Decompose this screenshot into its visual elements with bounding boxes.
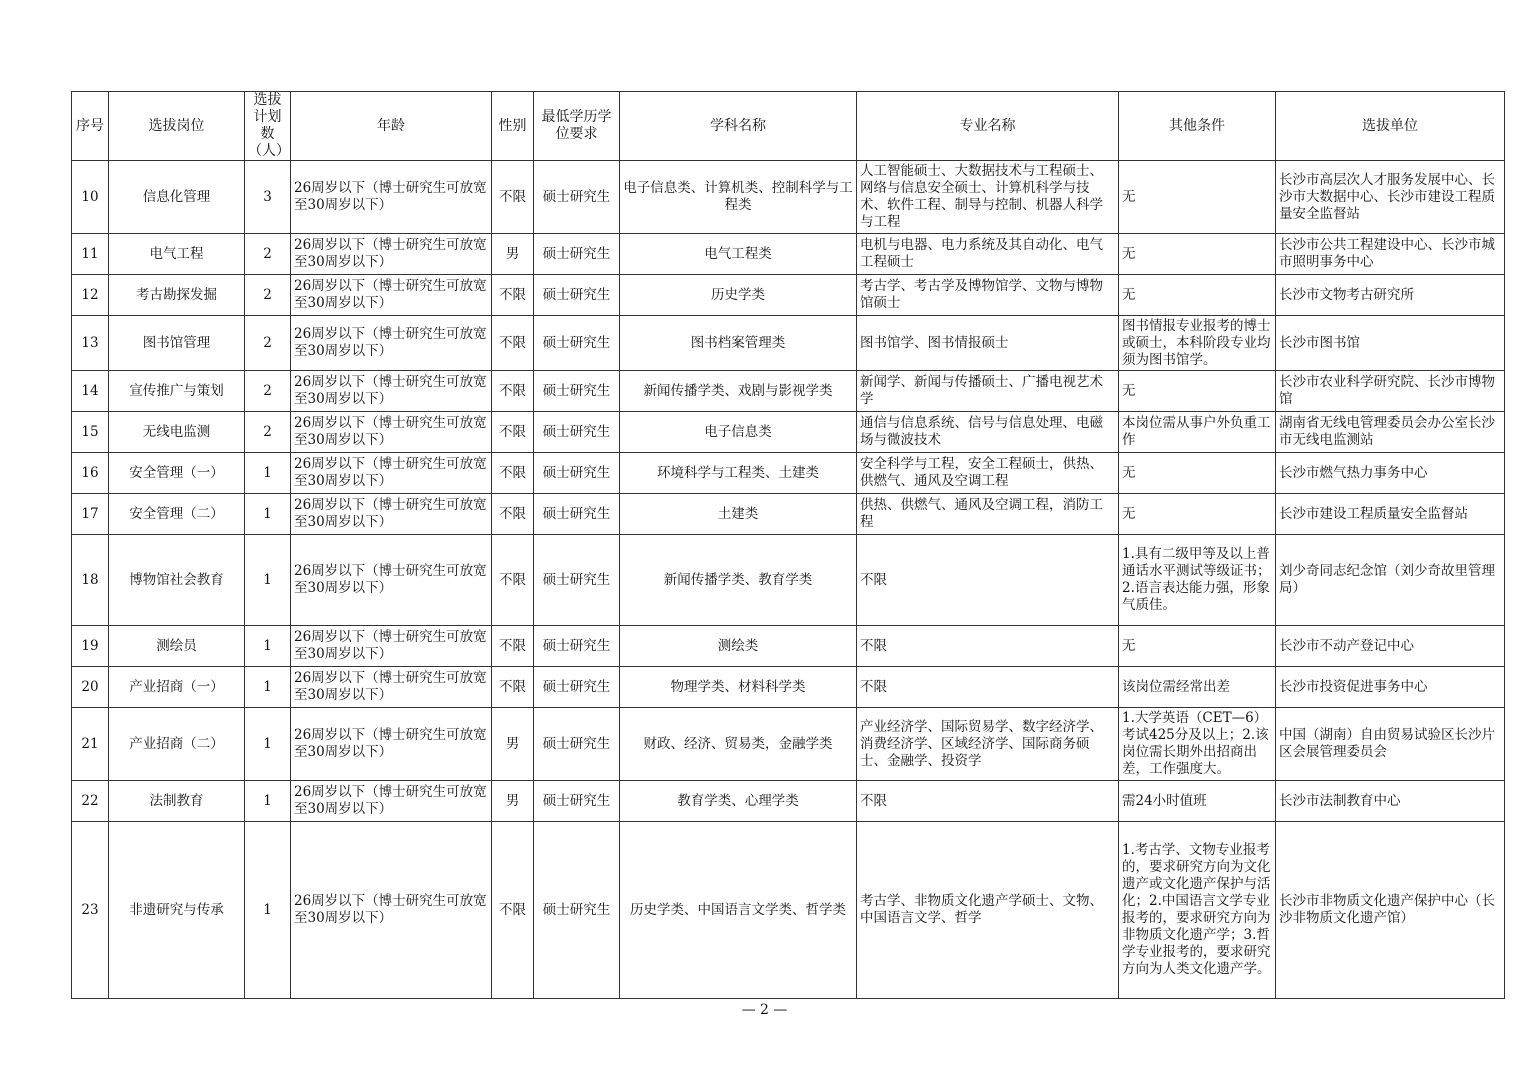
cell-discipline: 物理学类、材料科学类 bbox=[620, 667, 857, 708]
cell-major: 不限 bbox=[857, 626, 1119, 667]
table-row bbox=[72, 316, 1505, 371]
cell-age: 26周岁以下（博士研究生可放宽至30周岁以下） bbox=[291, 161, 492, 234]
cell-gender: 不限 bbox=[492, 371, 534, 412]
cell-education: 硕士研究生 bbox=[534, 371, 620, 412]
cell-plan-count: 1 bbox=[245, 781, 291, 822]
cell-unit: 长沙市公共工程建设中心、长沙市城市照明事务中心 bbox=[1276, 234, 1505, 275]
cell-index: 21 bbox=[72, 708, 109, 781]
table-row bbox=[72, 626, 1505, 667]
cell-position: 法制教育 bbox=[109, 781, 245, 822]
cell-gender: 不限 bbox=[492, 535, 534, 626]
cell-other-conditions: 无 bbox=[1119, 494, 1276, 535]
cell-gender: 男 bbox=[492, 781, 534, 822]
cell-gender: 不限 bbox=[492, 822, 534, 999]
cell-plan-count: 2 bbox=[245, 371, 291, 412]
cell-position: 非遗研究与传承 bbox=[109, 822, 245, 999]
cell-other-conditions: 本岗位需从事户外负重工作 bbox=[1119, 412, 1276, 453]
cell-discipline: 财政、经济、贸易类，金融学类 bbox=[620, 708, 857, 781]
cell-discipline: 土建类 bbox=[620, 494, 857, 535]
cell-unit: 长沙市不动产登记中心 bbox=[1276, 626, 1505, 667]
cell-discipline: 电子信息类、计算机类、控制科学与工程类 bbox=[620, 161, 857, 234]
cell-other-conditions: 无 bbox=[1119, 626, 1276, 667]
cell-other-conditions: 需24小时值班 bbox=[1119, 781, 1276, 822]
cell-major: 安全科学与工程，安全工程硕士，供热、供燃气、通风及空调工程 bbox=[857, 453, 1119, 494]
cell-education: 硕士研究生 bbox=[534, 275, 620, 316]
table-body bbox=[72, 161, 1505, 999]
recruitment-table bbox=[71, 91, 1505, 999]
cell-discipline: 新闻传播学类、戏剧与影视学类 bbox=[620, 371, 857, 412]
cell-index: 17 bbox=[72, 494, 109, 535]
cell-plan-count: 2 bbox=[245, 316, 291, 371]
cell-gender: 不限 bbox=[492, 453, 534, 494]
table-row bbox=[72, 667, 1505, 708]
cell-plan-count: 3 bbox=[245, 161, 291, 234]
cell-gender: 男 bbox=[492, 234, 534, 275]
cell-education: 硕士研究生 bbox=[534, 667, 620, 708]
cell-unit: 长沙市法制教育中心 bbox=[1276, 781, 1505, 822]
cell-unit: 中国（湖南）自由贸易试验区长沙片区会展管理委员会 bbox=[1276, 708, 1505, 781]
table-row bbox=[72, 275, 1505, 316]
header-education: 最低学历学位要求 bbox=[534, 92, 620, 161]
cell-major: 考古学、非物质文化遗产学硕士、文物、中国语言文学、哲学 bbox=[857, 822, 1119, 999]
cell-gender: 不限 bbox=[492, 316, 534, 371]
cell-position: 安全管理（二） bbox=[109, 494, 245, 535]
cell-position: 无线电监测 bbox=[109, 412, 245, 453]
cell-major: 供热、供燃气、通风及空调工程，消防工程 bbox=[857, 494, 1119, 535]
cell-position: 电气工程 bbox=[109, 234, 245, 275]
cell-index: 22 bbox=[72, 781, 109, 822]
cell-age: 26周岁以下（博士研究生可放宽至30周岁以下） bbox=[291, 371, 492, 412]
cell-discipline: 电气工程类 bbox=[620, 234, 857, 275]
cell-position: 图书馆管理 bbox=[109, 316, 245, 371]
cell-index: 11 bbox=[72, 234, 109, 275]
cell-gender: 男 bbox=[492, 708, 534, 781]
cell-education: 硕士研究生 bbox=[534, 708, 620, 781]
table-row bbox=[72, 412, 1505, 453]
cell-plan-count: 1 bbox=[245, 708, 291, 781]
cell-position: 博物馆社会教育 bbox=[109, 535, 245, 626]
cell-index: 23 bbox=[72, 822, 109, 999]
header-age: 年龄 bbox=[291, 92, 492, 161]
cell-major: 不限 bbox=[857, 781, 1119, 822]
cell-plan-count: 1 bbox=[245, 667, 291, 708]
cell-education: 硕士研究生 bbox=[534, 161, 620, 234]
cell-age: 26周岁以下（博士研究生可放宽至30周岁以下） bbox=[291, 453, 492, 494]
cell-position: 宣传推广与策划 bbox=[109, 371, 245, 412]
cell-major: 不限 bbox=[857, 535, 1119, 626]
cell-age: 26周岁以下（博士研究生可放宽至30周岁以下） bbox=[291, 494, 492, 535]
header-major: 专业名称 bbox=[857, 92, 1119, 161]
cell-unit: 长沙市图书馆 bbox=[1276, 316, 1505, 371]
cell-unit: 长沙市农业科学研究院、长沙市博物馆 bbox=[1276, 371, 1505, 412]
cell-discipline: 图书档案管理类 bbox=[620, 316, 857, 371]
cell-education: 硕士研究生 bbox=[534, 453, 620, 494]
cell-unit: 长沙市高层次人才服务发展中心、长沙市大数据中心、长沙市建设工程质量安全监督站 bbox=[1276, 161, 1505, 234]
cell-major: 人工智能硕士、大数据技术与工程硕士、网络与信息安全硕士、计算机科学与技术、软件工程、制导与控制、机器人科学与工程 bbox=[857, 161, 1119, 234]
cell-discipline: 环境科学与工程类、土建类 bbox=[620, 453, 857, 494]
cell-age: 26周岁以下（博士研究生可放宽至30周岁以下） bbox=[291, 822, 492, 999]
table-row bbox=[72, 371, 1505, 412]
header-discipline: 学科名称 bbox=[620, 92, 857, 161]
cell-discipline: 新闻传播学类、教育学类 bbox=[620, 535, 857, 626]
cell-plan-count: 1 bbox=[245, 822, 291, 999]
cell-gender: 不限 bbox=[492, 275, 534, 316]
table-row bbox=[72, 234, 1505, 275]
cell-plan-count: 1 bbox=[245, 626, 291, 667]
cell-major: 不限 bbox=[857, 667, 1119, 708]
table-row bbox=[72, 708, 1505, 781]
page-number: — 2 — bbox=[741, 1002, 788, 1018]
cell-other-conditions: 无 bbox=[1119, 161, 1276, 234]
cell-age: 26周岁以下（博士研究生可放宽至30周岁以下） bbox=[291, 781, 492, 822]
cell-education: 硕士研究生 bbox=[534, 494, 620, 535]
cell-unit: 长沙市燃气热力事务中心 bbox=[1276, 453, 1505, 494]
cell-education: 硕士研究生 bbox=[534, 412, 620, 453]
cell-education: 硕士研究生 bbox=[534, 535, 620, 626]
cell-position: 产业招商（一） bbox=[109, 667, 245, 708]
table-header-row bbox=[72, 92, 1505, 161]
header-unit: 选拔单位 bbox=[1276, 92, 1505, 161]
table-row bbox=[72, 161, 1505, 234]
cell-age: 26周岁以下（博士研究生可放宽至30周岁以下） bbox=[291, 275, 492, 316]
cell-index: 14 bbox=[72, 371, 109, 412]
cell-gender: 不限 bbox=[492, 161, 534, 234]
table-row bbox=[72, 494, 1505, 535]
cell-index: 12 bbox=[72, 275, 109, 316]
cell-plan-count: 1 bbox=[245, 453, 291, 494]
cell-discipline: 历史学类、中国语言文学类、哲学类 bbox=[620, 822, 857, 999]
cell-age: 26周岁以下（博士研究生可放宽至30周岁以下） bbox=[291, 708, 492, 781]
header-plan-count: 选拔计划数（人） bbox=[245, 92, 291, 161]
cell-education: 硕士研究生 bbox=[534, 781, 620, 822]
cell-plan-count: 2 bbox=[245, 412, 291, 453]
cell-other-conditions: 无 bbox=[1119, 275, 1276, 316]
cell-position: 安全管理（一） bbox=[109, 453, 245, 494]
cell-discipline: 历史学类 bbox=[620, 275, 857, 316]
cell-gender: 不限 bbox=[492, 412, 534, 453]
cell-position: 产业招商（二） bbox=[109, 708, 245, 781]
cell-major: 新闻学、新闻与传播硕士、广播电视艺术学 bbox=[857, 371, 1119, 412]
cell-discipline: 测绘类 bbox=[620, 626, 857, 667]
cell-index: 13 bbox=[72, 316, 109, 371]
cell-unit: 长沙市建设工程质量安全监督站 bbox=[1276, 494, 1505, 535]
cell-age: 26周岁以下（博士研究生可放宽至30周岁以下） bbox=[291, 535, 492, 626]
table-row bbox=[72, 822, 1505, 999]
cell-position: 考古勘探发掘 bbox=[109, 275, 245, 316]
table-row bbox=[72, 781, 1505, 822]
table-row bbox=[72, 453, 1505, 494]
cell-other-conditions: 图书情报专业报考的博士或硕士，本科阶段专业均须为图书馆学。 bbox=[1119, 316, 1276, 371]
cell-index: 16 bbox=[72, 453, 109, 494]
header-gender: 性别 bbox=[492, 92, 534, 161]
cell-major: 考古学、考古学及博物馆学、文物与博物馆硕士 bbox=[857, 275, 1119, 316]
cell-plan-count: 2 bbox=[245, 275, 291, 316]
cell-position: 信息化管理 bbox=[109, 161, 245, 234]
header-other-conditions: 其他条件 bbox=[1119, 92, 1276, 161]
cell-unit: 刘少奇同志纪念馆（刘少奇故里管理局） bbox=[1276, 535, 1505, 626]
cell-major: 图书馆学、图书情报硕士 bbox=[857, 316, 1119, 371]
cell-plan-count: 2 bbox=[245, 234, 291, 275]
cell-other-conditions: 1.大学英语（CET—6）考试425分及以上；2.该岗位需长期外出招商出差，工作强度大。 bbox=[1119, 708, 1276, 781]
cell-plan-count: 1 bbox=[245, 494, 291, 535]
cell-position: 测绘员 bbox=[109, 626, 245, 667]
cell-gender: 不限 bbox=[492, 667, 534, 708]
cell-gender: 不限 bbox=[492, 626, 534, 667]
cell-education: 硕士研究生 bbox=[534, 316, 620, 371]
header-position: 选拔岗位 bbox=[109, 92, 245, 161]
cell-discipline: 教育学类、心理学类 bbox=[620, 781, 857, 822]
cell-unit: 长沙市非物质文化遗产保护中心（长沙非物质文化遗产馆） bbox=[1276, 822, 1505, 999]
cell-index: 15 bbox=[72, 412, 109, 453]
cell-gender: 不限 bbox=[492, 494, 534, 535]
cell-major: 通信与信息系统、信号与信息处理、电磁场与微波技术 bbox=[857, 412, 1119, 453]
cell-age: 26周岁以下（博士研究生可放宽至30周岁以下） bbox=[291, 667, 492, 708]
cell-unit: 长沙市文物考古研究所 bbox=[1276, 275, 1505, 316]
cell-age: 26周岁以下（博士研究生可放宽至30周岁以下） bbox=[291, 412, 492, 453]
header-index: 序号 bbox=[72, 92, 109, 161]
cell-education: 硕士研究生 bbox=[534, 626, 620, 667]
cell-unit: 长沙市投资促进事务中心 bbox=[1276, 667, 1505, 708]
cell-education: 硕士研究生 bbox=[534, 234, 620, 275]
cell-unit: 湖南省无线电管理委员会办公室长沙市无线电监测站 bbox=[1276, 412, 1505, 453]
cell-index: 10 bbox=[72, 161, 109, 234]
cell-other-conditions: 无 bbox=[1119, 371, 1276, 412]
table-row bbox=[72, 535, 1505, 626]
cell-discipline: 电子信息类 bbox=[620, 412, 857, 453]
cell-other-conditions: 1.考古学、文物专业报考的，要求研究方向为文化遗产或文化遗产保护与活化；2.中国语言文学专业报考的，要求研究方向为非物质文化遗产学；3.哲学专业报考的，要求研究方向为人类文化遗产学。 bbox=[1119, 822, 1276, 999]
cell-major: 电机与电器、电力系统及其自动化、电气工程硕士 bbox=[857, 234, 1119, 275]
cell-other-conditions: 该岗位需经常出差 bbox=[1119, 667, 1276, 708]
cell-education: 硕士研究生 bbox=[534, 822, 620, 999]
cell-age: 26周岁以下（博士研究生可放宽至30周岁以下） bbox=[291, 626, 492, 667]
cell-other-conditions: 无 bbox=[1119, 453, 1276, 494]
cell-index: 20 bbox=[72, 667, 109, 708]
cell-age: 26周岁以下（博士研究生可放宽至30周岁以下） bbox=[291, 234, 492, 275]
cell-plan-count: 1 bbox=[245, 535, 291, 626]
cell-other-conditions: 无 bbox=[1119, 234, 1276, 275]
cell-age: 26周岁以下（博士研究生可放宽至30周岁以下） bbox=[291, 316, 492, 371]
cell-index: 19 bbox=[72, 626, 109, 667]
cell-index: 18 bbox=[72, 535, 109, 626]
cell-other-conditions: 1.具有二级甲等及以上普通话水平测试等级证书；2.语言表达能力强，形象气质佳。 bbox=[1119, 535, 1276, 626]
cell-major: 产业经济学、国际贸易学、数字经济学、消费经济学、区域经济学、国际商务硕士、金融学、投资学 bbox=[857, 708, 1119, 781]
